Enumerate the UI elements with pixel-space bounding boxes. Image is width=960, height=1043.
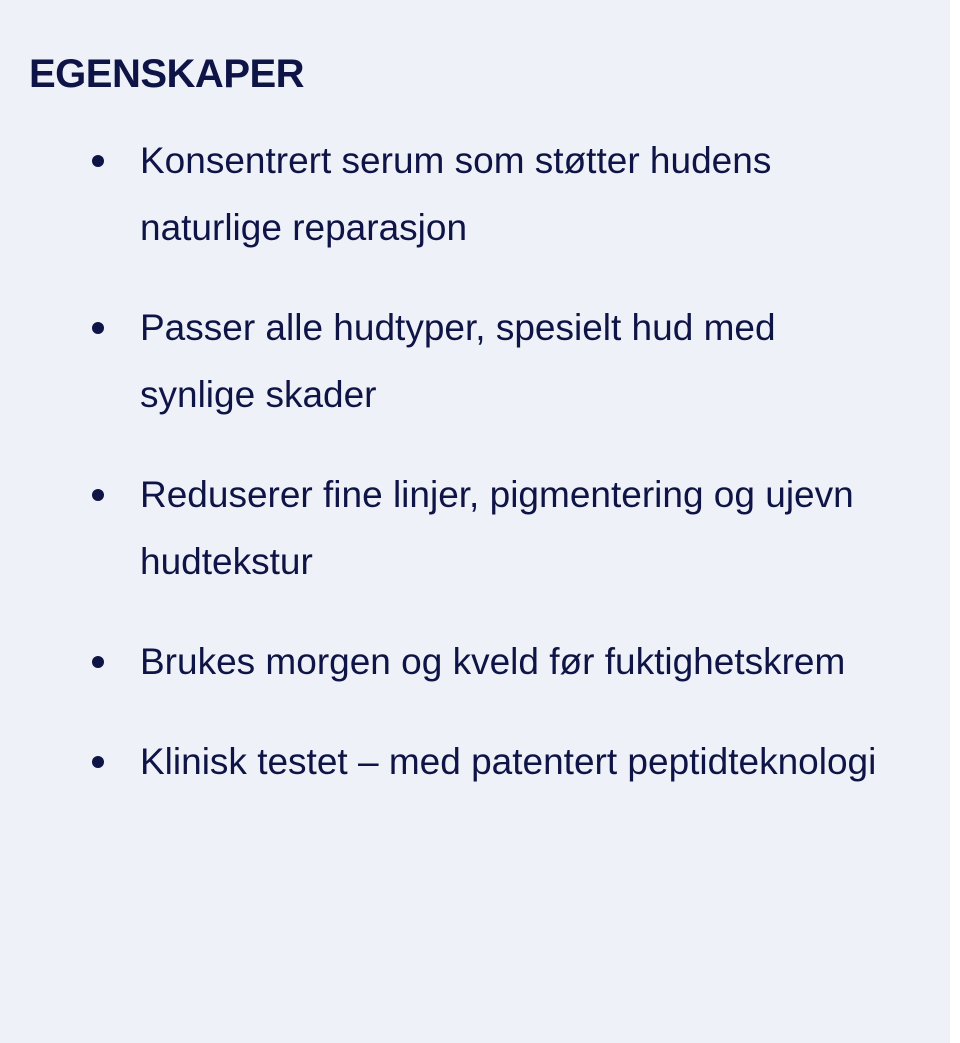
- list-item: [29, 461, 900, 595]
- bullet-icon: [92, 322, 104, 334]
- bullet-icon: [92, 656, 104, 668]
- feature-text: Brukes morgen og kveld før fuktighetskrem: [140, 641, 846, 682]
- feature-text: Passer alle hudtyper, spesielt hud med synlige skader: [140, 307, 776, 415]
- list-item: [29, 628, 900, 695]
- bullet-icon: [92, 155, 104, 167]
- list-item: [29, 127, 900, 261]
- feature-text: Reduserer fine linjer, pigmentering og ujevn hudtekstur: [140, 474, 854, 582]
- feature-text: Konsentrert serum som støtter hudens naturlige reparasjon: [140, 140, 772, 248]
- list-item: [29, 294, 900, 428]
- bullet-icon: [92, 489, 104, 501]
- list-item: [29, 728, 900, 795]
- bullet-icon: [92, 756, 104, 768]
- feature-list: [29, 127, 950, 795]
- feature-text: Klinisk testet – med patentert peptidteknologi: [140, 741, 877, 782]
- section-heading: EGENSKAPER: [29, 52, 305, 96]
